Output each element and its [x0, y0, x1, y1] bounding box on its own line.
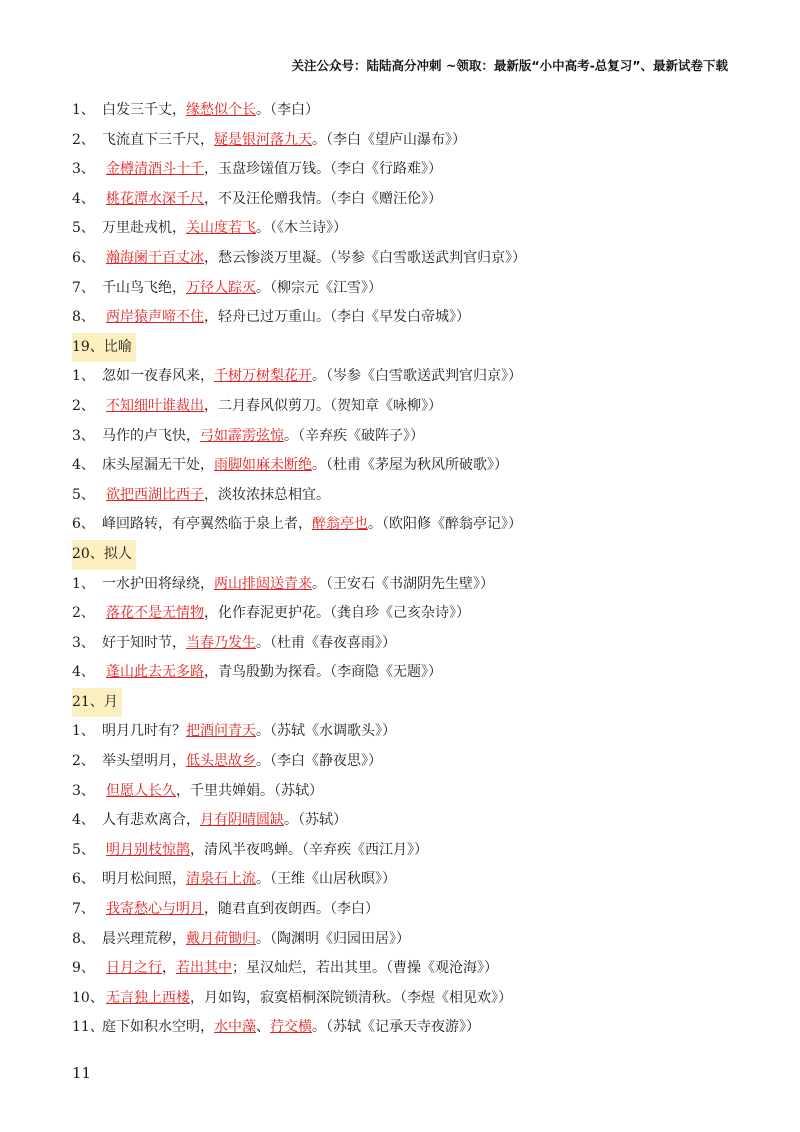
poem-line — [72, 717, 732, 747]
line-text: 。（王维《山居秋暝》） — [256, 871, 396, 888]
line-text: ，月如钩，寂寞梧桐深院锁清秋。（李煜《相见欢》） — [190, 989, 512, 1006]
line-text: 人有悲欢离合， — [102, 812, 200, 829]
poem-line — [72, 392, 732, 422]
line-text: ，二月春风似剪刀。（贺知章《咏柳》） — [204, 397, 442, 414]
line-text: ，玉盘珍馐值万钱。（李白《行路难》） — [204, 161, 442, 178]
answer-text: 若出其中 — [176, 960, 232, 977]
line-text: 。（李白） — [256, 102, 319, 118]
line-text: 万里赴戎机， — [102, 220, 186, 237]
answer-text: 不知细叶谁裁出 — [106, 397, 204, 414]
answer-text: 金樽清酒斗十千 — [106, 161, 204, 178]
poem-line — [72, 126, 732, 156]
line-text: ，千里共婵娟。（苏轼） — [176, 782, 323, 799]
section-heading — [72, 688, 732, 718]
section-title: 19、比喻 — [72, 333, 136, 363]
poem-line — [72, 274, 732, 304]
item-number: 1、 — [72, 723, 95, 740]
section-heading — [72, 333, 732, 363]
poem-line — [72, 422, 732, 452]
line-text: ，淡妆浓抹总相宜。 — [204, 486, 330, 503]
line-text: 。（李白《望庐山瀑布》） — [312, 131, 466, 148]
answer-text: 落花不是无情物 — [106, 605, 204, 622]
item-number: 8、 — [72, 930, 95, 947]
answer-text: 欲把西湖比西子 — [106, 486, 204, 503]
answer-text: 无言独上西楼 — [106, 989, 190, 1006]
poem-line — [72, 481, 732, 511]
answer-text: 两岸猿声啼不住 — [106, 309, 204, 326]
line-text: 床头屋漏无干处， — [102, 457, 214, 474]
line-text: 庭下如积水空明， — [102, 1019, 214, 1036]
item-number: 1、 — [72, 575, 95, 592]
item-number: 4、 — [72, 457, 95, 474]
item-number: 7、 — [72, 901, 95, 918]
answer-text: 雨脚如麻未断绝 — [214, 457, 312, 474]
answer-text: 瀚海阑干百丈冰 — [106, 249, 204, 266]
poem-line — [72, 629, 732, 659]
poem-line — [72, 925, 732, 955]
line-text: 。（王安石《书湖阴先生壁》） — [312, 575, 494, 592]
line-text: ，随君直到夜朗西。（李白） — [204, 901, 379, 918]
item-number: 5、 — [72, 486, 95, 503]
line-text: 晨兴理荒秽， — [102, 930, 186, 947]
line-text: 好于知时节， — [102, 634, 186, 651]
item-number: 7、 — [72, 279, 95, 296]
line-text: ，青鸟殷勤为探看。（李商隐《无题》） — [204, 664, 442, 681]
line-text: 明月松间照， — [102, 871, 186, 888]
poem-line — [72, 599, 732, 629]
poem-line — [72, 895, 732, 925]
answer-text: 万径人踪灭 — [186, 279, 256, 296]
line-text: ，不及汪伦赠我情。（李白《赠汪伦》） — [204, 190, 442, 207]
answer-text: 当春乃发生 — [186, 634, 256, 651]
answer-text: 两山排闼送青来 — [214, 575, 312, 592]
answer-text: 日月之行 — [106, 960, 162, 977]
line-text: 。（欧阳修《醉翁亭记》） — [368, 516, 522, 533]
answer-text: 关山度若飞 — [186, 220, 256, 237]
line-text: ，轻舟已过万重山。（李白《早发白帝城》） — [204, 309, 470, 326]
answer-text: 弓如霹雳弦惊 — [200, 427, 284, 444]
poem-line — [72, 510, 732, 540]
line-text: ，愁云惨淡万里凝。（岑参《白雪歌送武判官归京》） — [204, 249, 526, 266]
poem-line — [72, 747, 732, 777]
answer-text: 清泉石上流 — [186, 871, 256, 888]
answer-text: 醉翁亭也 — [312, 516, 368, 533]
line-text: 明月几时有？ — [102, 723, 186, 740]
line-text: ，化作春泥更护花。（龚自珍《己亥杂诗》） — [204, 605, 470, 622]
poem-list — [72, 96, 732, 1043]
item-number: 1、 — [72, 102, 95, 118]
poem-line — [72, 1013, 732, 1043]
answer-text: 荇交横 — [270, 1019, 312, 1036]
item-number: 2、 — [72, 131, 95, 148]
answer-text: 但愿人长久 — [106, 782, 176, 799]
line-text: 。（苏轼） — [284, 812, 347, 829]
item-number: 2、 — [72, 397, 95, 414]
item-number: 11、 — [72, 1019, 104, 1036]
poem-line — [72, 658, 732, 688]
item-number: 4、 — [72, 812, 95, 829]
line-text: 白发三千丈， — [102, 102, 186, 118]
item-number: 1、 — [72, 368, 95, 385]
line-text: 。（杜甫《茅屋为秋风所破歌》） — [312, 457, 508, 474]
line-text: 、 — [256, 1019, 270, 1036]
poem-line — [72, 185, 732, 215]
answer-text: 把酒问青天 — [186, 723, 256, 740]
item-number: 5、 — [72, 220, 95, 237]
item-number: 3、 — [72, 634, 95, 651]
poem-line — [72, 244, 732, 274]
item-number: 4、 — [72, 664, 95, 681]
item-number: 6、 — [72, 249, 95, 266]
line-text: 忽如一夜春风来， — [102, 368, 214, 385]
poem-line — [72, 214, 732, 244]
poem-line — [72, 96, 732, 126]
line-text: 。（苏轼《记承天寺夜游》） — [312, 1019, 480, 1036]
answer-text: 明月别枝惊鹊 — [106, 841, 190, 858]
item-number: 2、 — [72, 753, 95, 770]
line-text: 。（《木兰诗》） — [256, 220, 347, 237]
item-number: 6、 — [72, 516, 95, 533]
page-number: 11 — [72, 1064, 92, 1082]
line-text: 。（柳宗元《江雪》） — [256, 279, 382, 296]
line-text: 。（辛弃疾《破阵子》） — [284, 427, 424, 444]
line-text: 举头望明月， — [102, 753, 186, 770]
item-number: 5、 — [72, 841, 95, 858]
line-text: 。（李白《静夜思》） — [256, 753, 382, 770]
line-text: 。（岑参《白雪歌送武判官归京》） — [312, 368, 522, 385]
poem-line — [72, 984, 732, 1014]
answer-text: 缘愁似个长 — [186, 102, 256, 118]
poem-line — [72, 865, 732, 895]
poem-line — [72, 155, 732, 185]
item-number: 3、 — [72, 782, 95, 799]
line-text: ，清风半夜鸣蝉。（辛弃疾《西江月》） — [190, 841, 428, 858]
answer-text: 疑是银河落九天 — [214, 131, 312, 148]
item-number: 9、 — [72, 960, 95, 977]
answer-text: 桃花潭水深千尺 — [106, 190, 204, 207]
page-header: 关注公众号：陆陆高分冲刺 ~领取：最新版“小中高考-总复习”、最新试卷下载 — [291, 58, 728, 73]
item-number: 2、 — [72, 605, 95, 622]
line-text: 。（苏轼《水调歌头》） — [256, 723, 396, 740]
item-number: 4、 — [72, 190, 95, 207]
poem-line — [72, 303, 732, 333]
poem-line — [72, 836, 732, 866]
item-number: 3、 — [72, 427, 95, 444]
line-text: 飞流直下三千尺， — [102, 131, 214, 148]
item-number: 10、 — [72, 989, 104, 1006]
poem-line — [72, 777, 732, 807]
answer-text: 水中藻 — [214, 1019, 256, 1036]
poem-line — [72, 806, 732, 836]
answer-text: 蓬山此去无多路 — [106, 664, 204, 681]
answer-text: 戴月荷锄归 — [186, 930, 256, 947]
section-heading — [72, 540, 732, 570]
line-text: 一水护田将绿绕， — [102, 575, 214, 592]
poem-line — [72, 954, 732, 984]
item-number: 3、 — [72, 161, 95, 178]
item-number: 6、 — [72, 871, 95, 888]
answer-text: 低头思故乡 — [186, 753, 256, 770]
line-text: 。（陶渊明《归园田居》） — [256, 930, 410, 947]
answer-text: 千树万树梨花开 — [214, 368, 312, 385]
line-text: ， — [162, 960, 176, 977]
answer-text: 我寄愁心与明月 — [106, 901, 204, 918]
line-text: 千山鸟飞绝， — [102, 279, 186, 296]
line-text: ；星汉灿烂，若出其里。（曹操《观沧海》） — [232, 960, 498, 977]
section-title: 21、月 — [72, 688, 122, 718]
poem-line — [72, 451, 732, 481]
line-text: 。（杜甫《春夜喜雨》） — [256, 634, 396, 651]
item-number: 8、 — [72, 309, 95, 326]
answer-text: 月有阴晴圆缺 — [200, 812, 284, 829]
line-text: 马作的卢飞快， — [102, 427, 200, 444]
line-text: 峰回路转，有亭翼然临于泉上者， — [102, 516, 312, 533]
poem-line — [72, 570, 732, 600]
poem-line — [72, 362, 732, 392]
section-title: 20、拟人 — [72, 540, 136, 570]
